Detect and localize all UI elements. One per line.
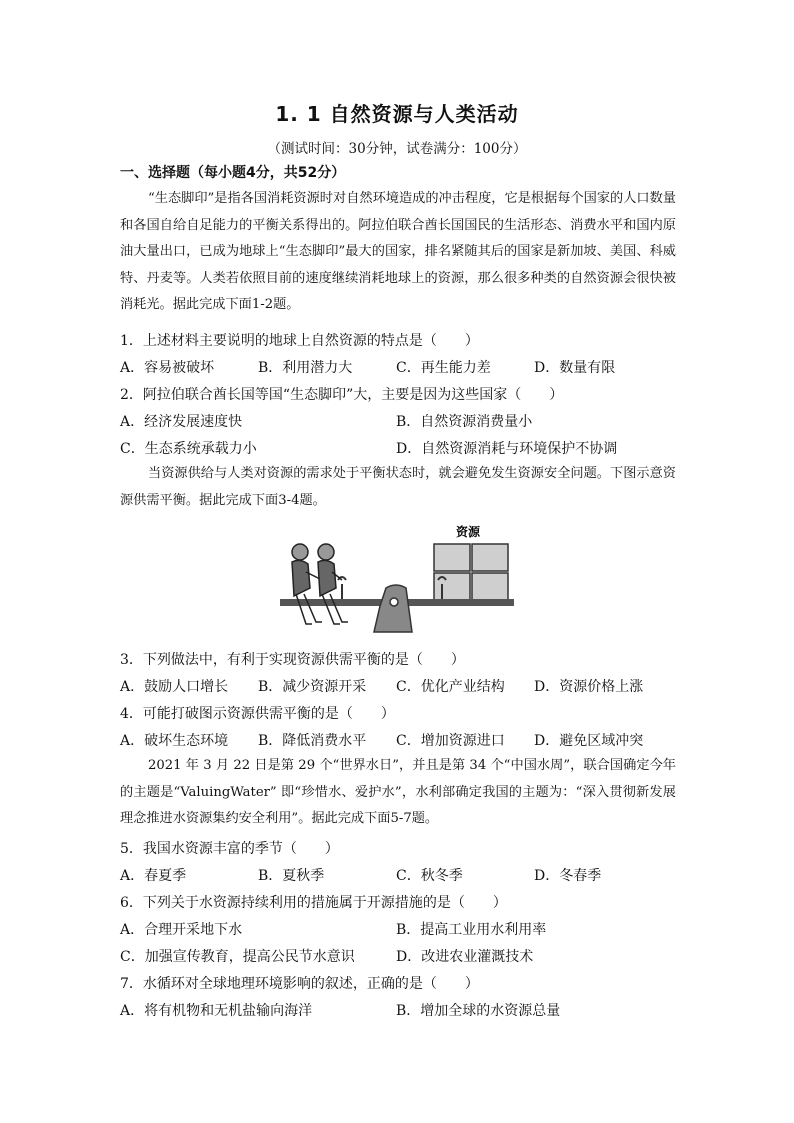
passage-3: 2021 年 3 月 22 日是第 29 个“世界水日”，并且是第 34 个“中国水周”，联合国确定今年的主题是“ValuingWater” 即“珍惜水、爱护水”，水利部确定我国的主题为：“深入贯彻新发展理念推进水资源集约安全利用”。据此完成下面5-7题。 [120, 758, 676, 826]
q7-option-b: B．增加全球的水资源总量 [396, 1003, 561, 1019]
pivot-icon [390, 598, 398, 606]
passage-2: 当资源供给与人类对资源的需求处于平衡状态时，就会避免发生资源安全问题。下图示意资源供需平衡。据此完成下面3-4题。 [120, 466, 676, 508]
q6-option-a: A．合理开采地下水 [120, 922, 243, 938]
question-5: 5．我国水资源丰富的季节（ ） [120, 841, 339, 857]
q1-option-d: D．数量有限 [534, 360, 616, 376]
q6-option-d: D．改进农业灌溉技术 [396, 949, 534, 965]
question-2: 2．阿拉伯联合酋长国等国“生态脚印”大，主要是因为这些国家（ ） [120, 387, 564, 403]
q7-option-a: A．将有机物和无机盐输向海洋 [120, 1003, 313, 1019]
q6-option-b: B．提高工业用水利用率 [396, 922, 547, 938]
section-heading: 一、选择题（每小题4分，共52分） [120, 165, 346, 181]
question-6: 6．下列关于水资源持续利用的措施属于开源措施的是（ ） [120, 895, 507, 911]
fulcrum-icon [374, 585, 412, 632]
page-title: 1. 1 自然资源与人类活动 [275, 102, 519, 126]
q1-option-b: B．利用潜力大 [258, 360, 353, 376]
q2-option-a: A．经济发展速度快 [120, 414, 243, 430]
question-7: 7．水循环对全球地理环境影响的叙述，正确的是（ ） [120, 976, 479, 992]
question-3: 3．下列做法中，有利于实现资源供需平衡的是（ ） [120, 652, 465, 668]
q1-option-c: C．再生能力差 [396, 360, 491, 376]
q5-option-b: B．夏秋季 [258, 868, 325, 884]
question-1: 1．上述材料主要说明的地球上自然资源的特点是（ ） [120, 333, 479, 349]
q4-option-c: C．增加资源进口 [396, 733, 505, 749]
q4-option-a: A．破坏生态环境 [120, 733, 229, 749]
q1-option-a: A．容易被破坏 [120, 360, 215, 376]
q6-option-c: C．加强宣传教育，提高公民节水意识 [120, 949, 355, 965]
q3-option-c: C．优化产业结构 [396, 679, 505, 695]
resource-stack-icon [434, 544, 508, 600]
q4-option-d: D．避免区域冲突 [534, 733, 644, 749]
passage-1: “生态脚印”是指各国消耗资源时对自然环境造成的冲击程度，它是根据每个国家的人口数量和各国自给自足能力的平衡关系得出的。阿拉伯联合酋长国国民的生活形态、消费水平和国内原油大量出口，已成为地球上“生态脚印”最大的国家，排名紧随其后的国家是新加坡、美国、科威特、丹麦等。人类若依照目前的速度继续消耗地球上的资源，那么很多种类的自然资源会很快被消耗光。据此完成下面1-2题。 [120, 191, 676, 312]
q2-option-c: C．生态系统承载力小 [120, 441, 257, 457]
seesaw-illustration [276, 518, 518, 640]
q3-option-d: D．资源价格上涨 [534, 679, 644, 695]
q5-option-a: A．春夏季 [120, 868, 187, 884]
people-icon [292, 544, 348, 624]
q2-option-b: B．自然资源消费量小 [396, 414, 533, 430]
question-4: 4．可能打破图示资源供需平衡的是（ ） [120, 706, 395, 722]
q4-option-b: B．降低消费水平 [258, 733, 367, 749]
q5-option-c: C．秋冬季 [396, 868, 463, 884]
resource-label: 资源 [455, 525, 481, 539]
q2-option-d: D．自然资源消耗与环境保护不协调 [396, 441, 618, 457]
q3-option-b: B．减少资源开采 [258, 679, 367, 695]
q5-option-d: D．冬春季 [534, 868, 602, 884]
resource-balance-figure [276, 518, 518, 640]
q3-option-a: A．鼓励人口增长 [120, 679, 229, 695]
test-info: （测试时间：30分钟，试卷满分：100分） [267, 141, 527, 157]
